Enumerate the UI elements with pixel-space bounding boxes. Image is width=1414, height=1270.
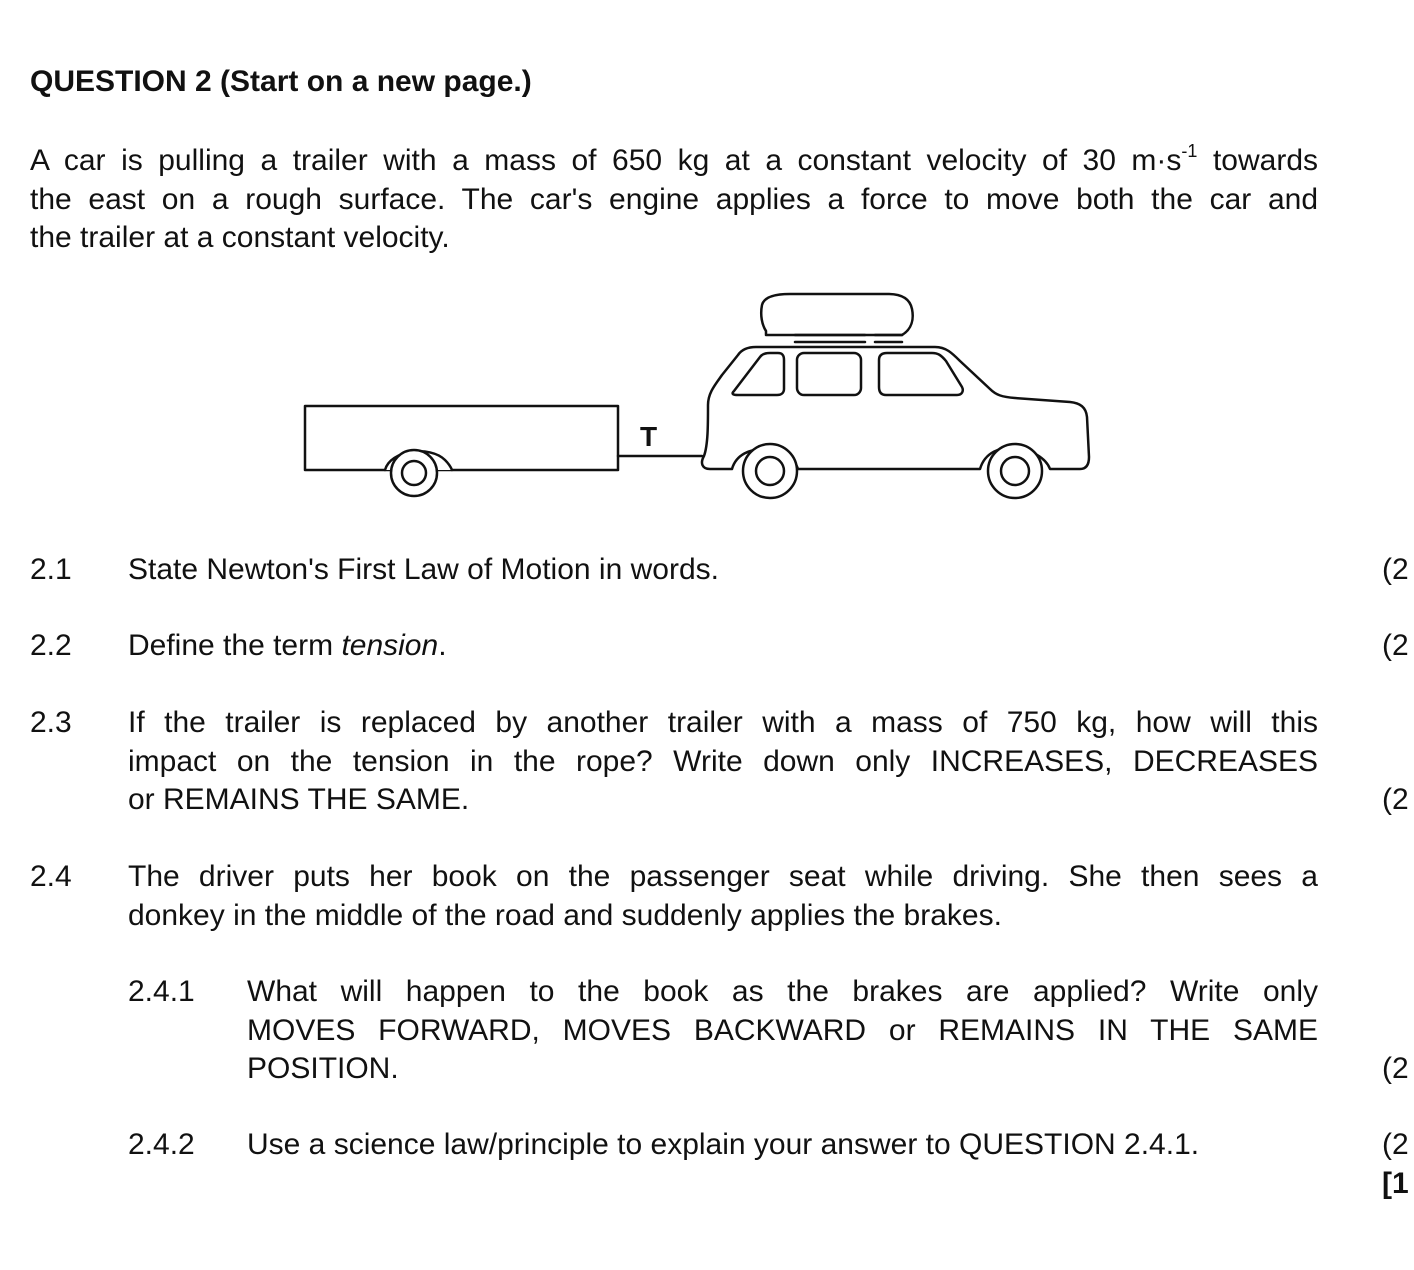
question-intro: [30, 142, 1318, 258]
question-item-2-2: [0, 627, 1414, 667]
item-text: State Newton's First Law of Motion in words.: [128, 553, 719, 586]
question-title: QUESTION 2 (Start on a new page.): [30, 65, 532, 98]
roof-box: [761, 294, 912, 335]
intro-line-1: A car is pulling a trailer with a mass of 650 kg at a constant velocity of 30 $m\cdot s^{-1}$ towards: [30, 141, 1319, 177]
question-total: [1: [1382, 1167, 1409, 1200]
italic-term: tension: [341, 629, 439, 662]
question-subitem-2-4-2: [0, 1126, 1414, 1166]
tension-label: T: [640, 421, 658, 452]
car-trailer-diagram: [290, 285, 1110, 515]
car-window-middle: [797, 353, 861, 395]
car-rear-wheel: [743, 444, 797, 498]
item-text: Define the term tension.: [128, 629, 447, 662]
trailer-wheel: [385, 450, 452, 496]
question-item-2-4: [0, 858, 1414, 938]
item-number: 2.4: [30, 860, 72, 893]
item-text: The driver puts her book on the passenger seat while driving. She then sees a donkey in the middle of the road and suddenly applies the brakes.: [128, 860, 1318, 932]
trailer-body: [305, 406, 618, 470]
question-item-2-3: [0, 704, 1414, 824]
subitem-text: What will happen to the book as the brakes are applied? Write only MOVES FORWARD, MOVES BACKWARD or REMAINS IN THE SAME POSITION.: [247, 975, 1318, 1085]
question-subitem-2-4-1: [0, 973, 1414, 1093]
item-number: 2.2: [30, 629, 72, 662]
intro-line-2: the east on a rough surface. The car's engine applies a force to move both the car and: [30, 182, 1318, 216]
car-front-wheel: [988, 444, 1042, 498]
question-item-2-1: [0, 551, 1414, 591]
item-number: 2.1: [30, 553, 72, 586]
intro-line-3: the trailer at a constant velocity.: [30, 221, 450, 254]
subitem-number: 2.4.1: [128, 975, 195, 1008]
subitem-number: 2.4.2: [128, 1128, 195, 1161]
item-text: If the trailer is replaced by another trailer with a mass of 750 kg, how will this impact on the tension in the rope? Write down only INCREASES, DECREASES or REMAINS THE SAME.: [128, 706, 1318, 816]
subitem-text: Use a science law/principle to explain your answer to QUESTION 2.4.1.: [247, 1128, 1200, 1161]
item-mark: (2: [1382, 553, 1409, 586]
roof-rack: [795, 335, 902, 342]
item-number: 2.3: [30, 706, 72, 739]
subitem-mark: (2: [1382, 1052, 1409, 1085]
item-mark: (2: [1382, 783, 1409, 816]
subitem-mark: (2: [1382, 1128, 1409, 1161]
unit-superscript: -1: [1181, 141, 1198, 161]
item-mark: (2: [1382, 629, 1409, 662]
